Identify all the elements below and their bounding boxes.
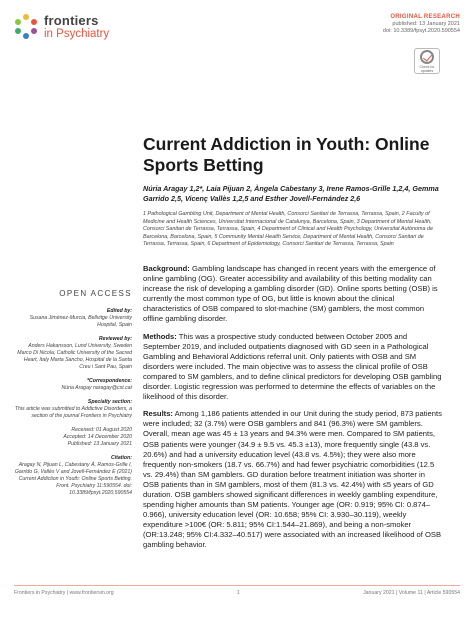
reviewer-names[interactable]: Anders Hakansson, Lund University, Sweden Marco Di Nicola, Catholic University of the Sacred Heart, Italy Marta Sancho, Hospital de la Santa Creu i Sant Pau, Spain [17,343,132,370]
results-text: Among 1,186 patients attended in our Unit during the study period, 873 patients were included; 32 (3.7%) were OSB gamblers and 841 (96.3%) were SM gamblers. Overall, mean age was 45 ± 13 years and 94.3% were men. Compared to SM patients, OSB patients were younger (34.9 ± 9.5 vs. 45.3 ±13), more frequently single (43.8 vs. 20.6%) and had a university education level (43.8 vs. 4.5%); they were also more frequently non-smokers (18.7 vs. 66.7%) and had fewer psychiatric comorbidities (12.5 vs. 29.4%) than SM gamblers. GD duration before treatment initiation was shorter in OSB patients than in SM gamblers, most of them (81.3 vs. 42.4%) with ≤5 years of GD duration. OSB gamblers showed significant differences in weekly gambling expenditure, spending higher amounts than SM patients. Younger age (OR: 0.919; 95% CI: 0.874–0.966), university education level (OR: 10.658; 95% CI: 3.930–30.119), weekly expenditure >100€ (OR: 5.811; 95% CI:1.544–21.869), and being a non-smoker (OR:13.248; 95% CI:4.332–40.517) were associated with an increased likelihood of OSB gambling behavior. [143,409,442,550]
received-date: Received: 01 August 2020 [71,427,132,433]
specialty-block [14,399,132,420]
article-sidebar [14,289,132,504]
footer-issue-info: January 2021 | Volume 11 | Article 590554 [363,590,460,596]
check-for-updates-button[interactable] [414,48,440,74]
brand-name: frontiers [44,13,99,28]
edited-by-block [14,308,132,329]
citation-block [14,455,132,497]
specialty-heading: Specialty section: [87,399,132,405]
results-label: Results: [143,409,173,419]
footer-journal-link[interactable]: Frontiers in Psychiatry | www.frontiersin.org [14,590,114,596]
reviewed-by-heading: Reviewed by: [98,336,132,342]
check-updates-icon [420,50,434,64]
abstract-background [143,264,442,325]
article-type: ORIGINAL RESEARCH [390,14,460,20]
frontiers-logo-icon [14,14,40,40]
specialty-text: This article was submitted to Addictive Disorders, a section of the journal Frontiers in Psychiatry [14,406,132,419]
correspondence-contact[interactable]: Núria Aragay naragay@cst.cat [61,385,132,391]
correspondence-block [14,378,132,392]
abstract-methods [143,332,442,403]
article-title: Current Addiction in Youth: Online Sports Betting [143,134,430,175]
affiliations: 1 Pathological Gambling Unit, Department of Mental Health, Consorci Sanitari de Terrassa, Terrassa, Spain, 2 Faculty of Medicine and Health Sciences, Universitat Internacional de Catalunya, Barcelona, Spain, 3 Department of Mental Health, Consorci Sanitari de Terrassa, Terrassa, Spain, 4 Department of Clinical and Health Psychology, Universitat Autònoma de Barcelona, Barcelona, Spain, 5 Community Mental Health Service, Department of Mental Health, Consorci Sanitari de Terrassa, Terrassa, Spain, 6 Department of Epidemiology, Consorci Sanitari de Terrassa, Terrassa, Spain [143,211,433,248]
background-text: Gambling landscape has changed in recent years with the emergence of online gambling (OG). Greater accessibility and availability of this betting modality can increase the risk of developing a gambling disorder (GD). Online sports betting (OSB) is currently the most common type of OG, but little is known about the clinical characteristics of OSB compared to slot-machine (SM) gamblers, the most common offline gambling disorder. [143,264,438,324]
abstract [143,264,442,558]
published-date: published: 13 January 2021 [392,21,460,27]
page-number: 1 [236,590,240,596]
journal-logo[interactable] [14,14,109,41]
methods-label: Methods: [143,331,177,341]
editor-name[interactable]: Susana Jiménez-Murcia, Bellvitge University Hospital, Spain [29,315,132,328]
correspondence-heading: *Correspondence: [87,378,132,384]
abstract-results [143,409,442,550]
published-date-sidebar: Published: 13 January 2021 [67,441,132,447]
doi-link[interactable]: doi: 10.3389/fpsyt.2020.590554 [382,28,460,34]
dates-block [14,427,132,448]
background-label: Background: [143,264,190,273]
reviewed-by-block [14,336,132,371]
article-meta [383,14,460,35]
accepted-date: Accepted: 14 December 2020 [63,434,132,440]
author-list[interactable]: Núria Aragay 1,2*, Laia Pijuan 2, Àngela Cabestany 3, Irene Ramos-Grille 1,2,4, Gemma Garrido 2,5, Vicenç Vallès 1,2,5 and Esther Jovell-Fernández 2,6 [143,184,439,203]
page-footer [14,590,460,596]
check-label-line1: Check for [419,64,435,69]
methods-text: This was a prospective study conducted between October 2005 and September 2019, and included outpatients diagnosed with GD seen in a Pathological Gambling and Behavioral Addictions referral unit. Only patients with OSB and SM disorders were included. The main objective was to assess the clinical profile of OSB compared to SM gamblers, and to define clinical predictors for developing OSB gambling disorder. Logistic regression was performed to determine the effects of variables on the likelihood of this disorder. [143,331,442,402]
citation-text[interactable]: Aragay N, Pijuan L, Cabestany À, Ramos-Grille I, Garrido G, Vallès V and Jovell-Fernández E (2021) Current Addiction in Youth: Online Sports Betting. Front. Psychiatry 11:590554. doi: 10.3389/fpsyt.2020.590554 [14,462,132,496]
check-label-line2: updates [420,68,434,73]
open-access-label: OPEN ACCESS [59,289,132,298]
edited-by-heading: Edited by: [106,308,132,314]
citation-heading: Citation: [110,455,132,461]
footer-rule [14,585,460,586]
journal-name: in Psychiatry [44,28,110,40]
page-header [14,14,460,62]
